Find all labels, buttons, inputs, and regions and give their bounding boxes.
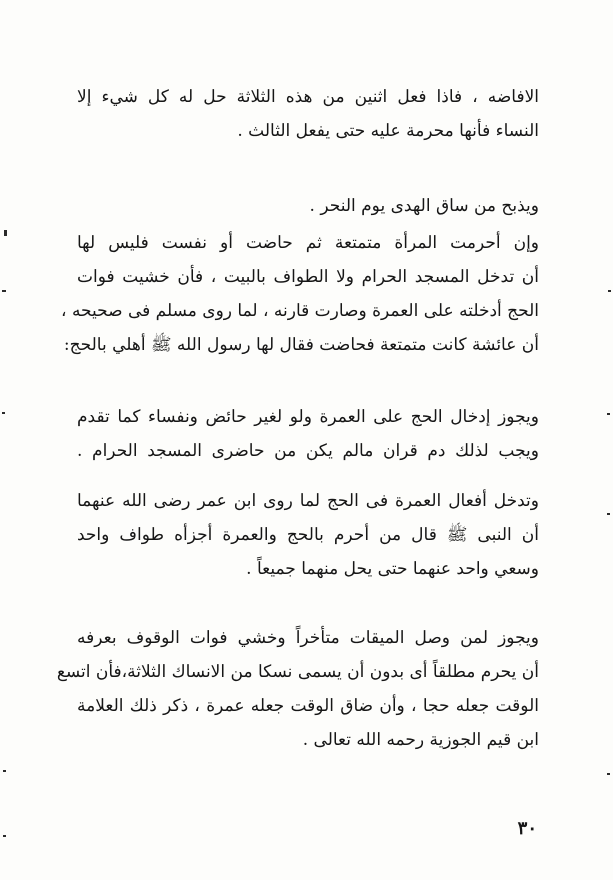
paragraph-1: [77, 80, 539, 148]
paragraph-5: [77, 484, 539, 586]
page-number: ٣٠: [517, 818, 537, 839]
text-line: أن تدخل المسجد الحرام ولا الطواف بالبيت ، فأن خشيت فوات: [77, 267, 539, 287]
scan-edge-mark: [607, 413, 610, 415]
scan-edge-mark: [4, 230, 7, 236]
text-line: وتدخل أفعال العمرة فى الحج لما روى ابن عمر رضى الله عنهما: [77, 491, 539, 511]
scan-edge-mark: [607, 513, 610, 515]
text-line: الحج أدخلته على العمرة وصارت قارنه ، لما روى مسلم فى صحيحه ،: [61, 301, 539, 321]
text-line: ويجب لذلك دم قران مالم يكن من حاضرى المسجد الحرام .: [77, 441, 539, 461]
text-line: الوقت جعله حجا ، وأن ضاق الوقت جعله عمرة ، ذكر ذلك العلامة: [77, 696, 539, 716]
text-line: النساء فأنها محرمة عليه حتى يفعل الثالث .: [237, 121, 539, 141]
text-line: ويجوز لمن وصل الميقات متأخراً وخشي فوات الوقوف بعرفه: [77, 628, 539, 648]
scan-edge-mark: [3, 835, 6, 837]
text-line: ويذبح من ساق الهدى يوم النحر .: [309, 196, 539, 216]
scan-edge-mark: [2, 290, 6, 292]
text-line: أن عائشة كانت متمتعة فحاضت فقال لها رسول الله ﷺ أهلي بالحج:: [63, 335, 539, 355]
text-line: ابن قيم الجوزية رحمه الله تعالى .: [302, 730, 539, 750]
scan-edge-mark: [3, 770, 6, 772]
scan-edge-mark: [607, 773, 610, 775]
text-line: وإن أحرمت المرأة متمتعة ثم حاضت أو نفست فليس لها: [77, 233, 539, 253]
scan-edge-mark: [608, 290, 611, 292]
paragraph-3: [61, 226, 539, 362]
text-line: ويجوز إدخال الحج على العمرة ولو لغير حائض ونفساء كما تقدم: [77, 407, 539, 427]
paragraph-4: [77, 400, 539, 468]
text-line: أن النبى ﷺ قال من أحرم بالحج والعمرة أجزأه طواف واحد: [77, 525, 539, 545]
text-line: وسعي واحد عنهما حتى يحل منهما جميعاً .: [246, 559, 539, 579]
paragraph-2: [77, 189, 539, 223]
text-line: الافاضه ، فاذا فعل اثنين من هذه الثلاثة حل له كل شيء إلا: [77, 87, 539, 107]
paragraph-6: [56, 621, 539, 757]
text-line: أن يحرم مطلقاً أى بدون أن يسمى نسكا من الانساك الثلاثة،فأن اتسع: [56, 662, 539, 682]
scan-edge-mark: [2, 412, 5, 414]
